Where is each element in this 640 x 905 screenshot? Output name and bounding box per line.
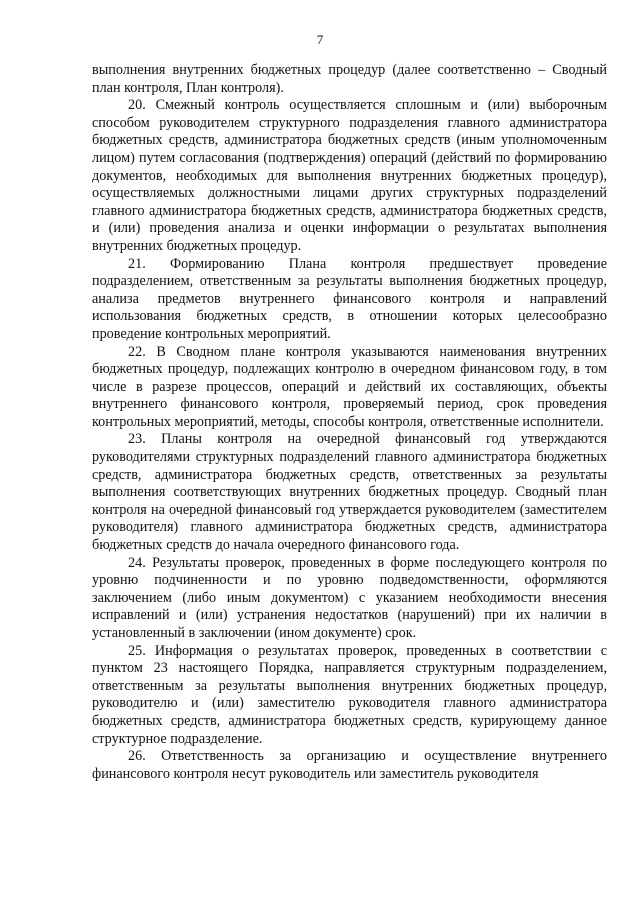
paragraph-20: 20. Смежный контроль осуществляется сплошным и (или) выборочным способом руководителем структурного подразделения главного администратора бюджетных средств, администратора бюджетных средств (иным уполномоченным лицом) путем согласования (подтверждения) операций (действий по формированию документов, необходимых для выполнения внутренних бюджетных процедур), осуществляемых должностными лицами других структурных подразделений главного администратора бюджетных средств, администратора бюджетных средств, и (или) проведения анализа и оценки информации о результатах выполнения внутренних бюджетных процедур. bbox=[92, 97, 607, 254]
document-body bbox=[92, 62, 607, 783]
paragraph-22: 22. В Сводном плане контроля указываются наименования внутренних бюджетных процедур, подлежащих контролю в очередном финансовом году, в том числе в разрезе процессов, операций и действий их составляющих, объекты внутреннего финансового контроля, проверяемый период, срок проведения контрольных мероприятий, методы, способы контроля, ответственные исполнители. bbox=[92, 343, 607, 430]
paragraph-21: 21. Формированию Плана контроля предшествует проведение подразделением, ответственным за результаты выполнения бюджетных процедур, анализа предметов внутреннего финансового контроля и направлений использования бюджетных средств, в отношении которых целесообразно проведение контрольных мероприятий. bbox=[92, 255, 607, 342]
paragraph-25: 25. Информация о результатах проверок, проведенных в соответствии с пунктом 23 настоящего Порядка, направляется структурным подразделением, ответственным за результаты выполнения внутренних бюджетных процедур, руководителю и (или) заместителю руководителя главного администратора бюджетных средств, администратора бюджетных средств, курирующему данное структурное подразделение. bbox=[92, 642, 607, 747]
paragraph-continuation: выполнения внутренних бюджетных процедур (далее соответственно – Сводный план контроля, План контроля). bbox=[92, 62, 607, 96]
paragraph-24: 24. Результаты проверок, проведенных в форме последующего контроля по уровню подчиненности и по уровню подведомственности, оформляются заключением (либо иным документом) с указанием необходимости внесения исправлений и (или) устранения недостатков (нарушений) при их наличии в установленный в заключении (ином документе) срок. bbox=[92, 554, 607, 641]
paragraph-23: 23. Планы контроля на очередной финансовый год утверждаются руководителями структурных подразделений главного администратора бюджетных средств, администратора бюджетных средств, ответственных за результаты выполнения соответствующих внутренних бюджетных процедур. Сводный план контроля на очередной финансовый год утверждается руководителем (заместителем руководителя) главного администратора бюджетных средств, администратора бюджетных средств до начала очередного финансового года. bbox=[92, 431, 607, 554]
paragraph-26: 26. Ответственность за организацию и осуществление внутреннего финансового контроля несут руководитель или заместитель руководителя bbox=[92, 748, 607, 782]
page-number: 7 bbox=[316, 32, 324, 47]
